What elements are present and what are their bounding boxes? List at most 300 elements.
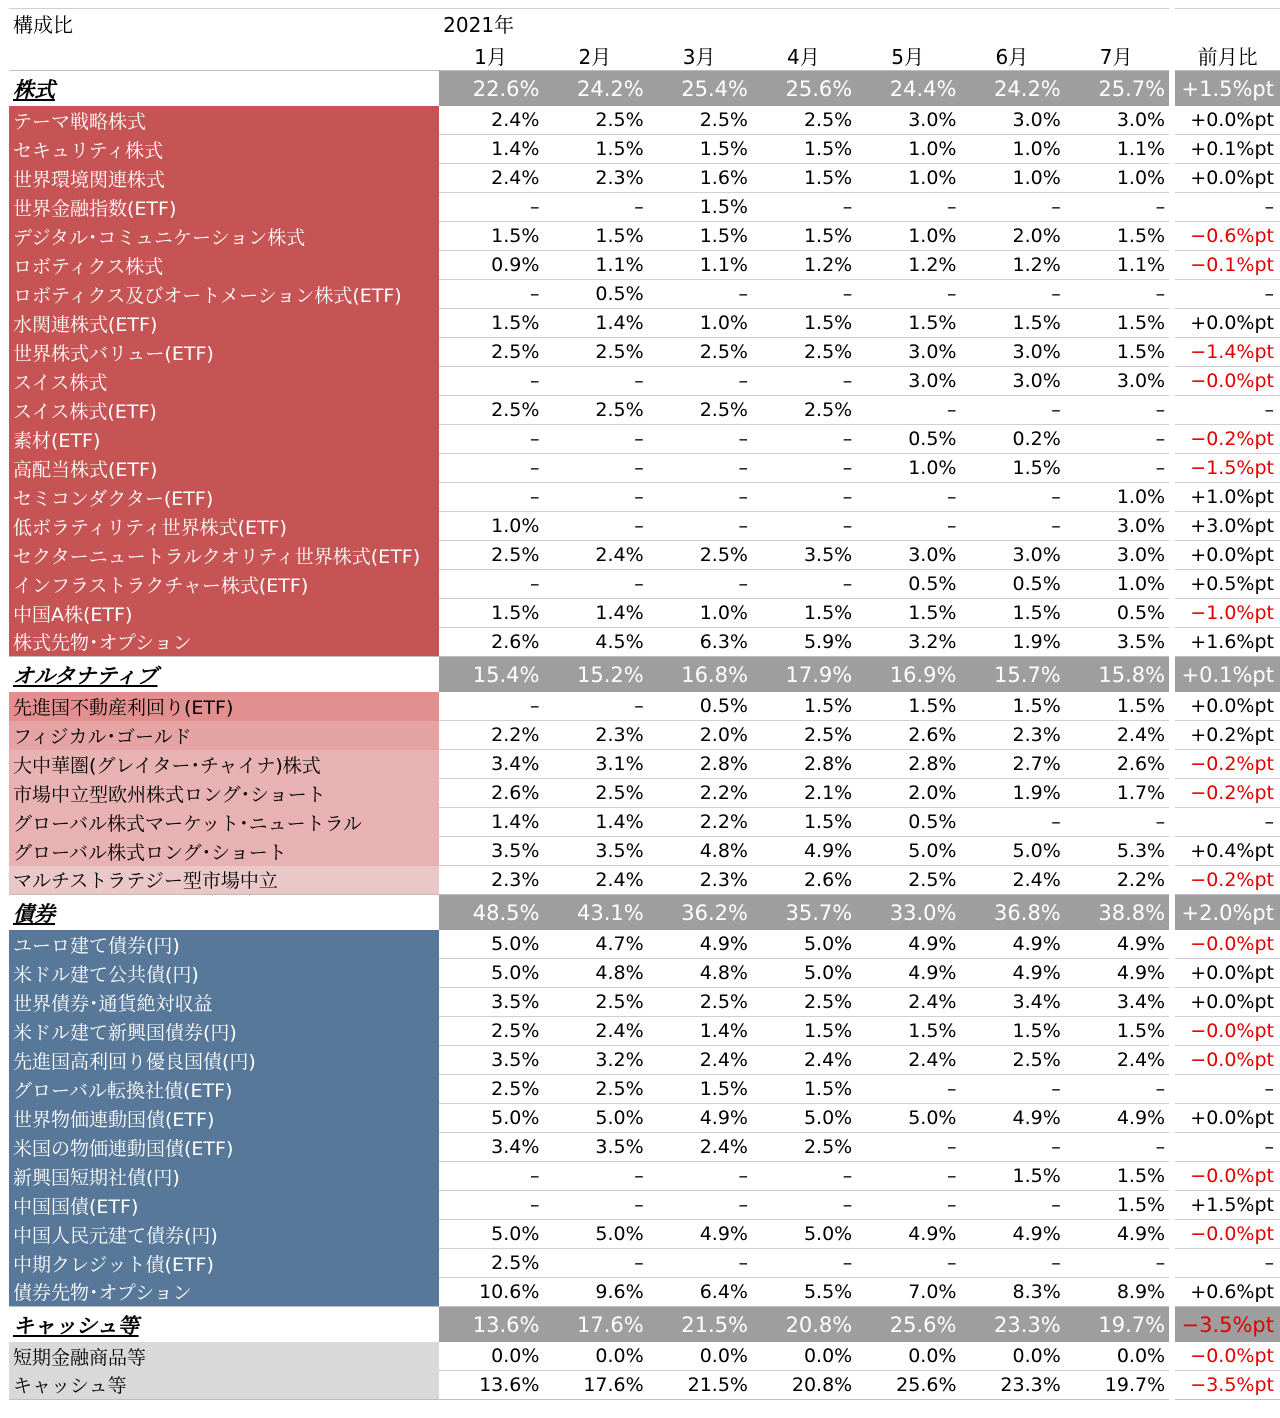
allocation-value: 2.6% — [752, 866, 856, 895]
fund-name: スイス株式 — [9, 367, 439, 396]
month-diff: −0.2%pt — [1175, 779, 1280, 808]
table-row — [9, 280, 1280, 309]
allocation-value: 8.3% — [961, 1278, 1065, 1307]
allocation-value: 1.5% — [961, 454, 1065, 483]
month-diff: −0.0%pt — [1175, 1162, 1280, 1191]
allocation-value: – — [856, 1133, 960, 1162]
month-header: 1月 — [439, 38, 543, 71]
fund-name: 株式先物･オプション — [9, 628, 439, 657]
year-label: 2021年 — [439, 9, 1169, 39]
allocation-value: 3.0% — [856, 106, 960, 135]
allocation-value: – — [752, 1162, 856, 1191]
allocation-value: 4.9% — [856, 1220, 960, 1249]
allocation-value: 2.5% — [752, 396, 856, 425]
table-row — [9, 599, 1280, 628]
category-total: 17.9% — [752, 657, 856, 693]
allocation-value: – — [752, 454, 856, 483]
month-diff: +0.0%pt — [1175, 988, 1280, 1017]
allocation-value: – — [543, 193, 647, 222]
allocation-value: – — [439, 454, 543, 483]
allocation-value: 1.6% — [648, 164, 752, 193]
allocation-value: 2.5% — [543, 106, 647, 135]
month-diff: +3.0%pt — [1175, 512, 1280, 541]
table-row — [9, 512, 1280, 541]
allocation-value: 2.3% — [543, 721, 647, 750]
month-diff: – — [1175, 808, 1280, 837]
allocation-value: 1.9% — [961, 779, 1065, 808]
table-row — [9, 721, 1280, 750]
fund-name: グローバル株式マーケット･ニュートラル — [9, 808, 439, 837]
month-diff: −0.2%pt — [1175, 425, 1280, 454]
month-diff: +1.0%pt — [1175, 483, 1280, 512]
table-row — [9, 251, 1280, 280]
fund-name: 世界株式バリュー(ETF) — [9, 338, 439, 367]
allocation-value: – — [752, 570, 856, 599]
allocation-value: 1.5% — [1065, 338, 1169, 367]
table-row — [9, 135, 1280, 164]
allocation-value: – — [752, 193, 856, 222]
allocation-value: – — [439, 483, 543, 512]
allocation-value: 10.6% — [439, 1278, 543, 1307]
month-diff: −0.0%pt — [1175, 1220, 1280, 1249]
table-row — [9, 1191, 1280, 1220]
month-diff: +0.0%pt — [1175, 692, 1280, 721]
month-diff: −0.0%pt — [1175, 1046, 1280, 1075]
month-diff: – — [1175, 1075, 1280, 1104]
allocation-value: 1.5% — [1065, 222, 1169, 251]
allocation-value: – — [752, 1191, 856, 1220]
allocation-value: 5.9% — [752, 628, 856, 657]
allocation-value: 4.9% — [961, 1104, 1065, 1133]
allocation-value: 2.5% — [439, 1017, 543, 1046]
allocation-value: – — [648, 1249, 752, 1278]
allocation-value: 3.0% — [1065, 106, 1169, 135]
allocation-value: 1.1% — [543, 251, 647, 280]
allocation-value: 2.5% — [439, 1249, 543, 1278]
category-label: 株式 — [13, 77, 55, 102]
allocation-value: – — [1065, 1133, 1169, 1162]
allocation-value: – — [856, 1191, 960, 1220]
allocation-value: 3.5% — [439, 988, 543, 1017]
allocation-value: 5.0% — [856, 1104, 960, 1133]
fund-name: フィジカル･ゴールド — [9, 721, 439, 750]
diff-header: 前月比 — [1175, 38, 1280, 71]
allocation-value: 5.0% — [439, 930, 543, 959]
allocation-value: – — [543, 1191, 647, 1220]
allocation-value: 0.0% — [439, 1342, 543, 1371]
allocation-value: 3.0% — [1065, 541, 1169, 570]
allocation-value: 1.2% — [961, 251, 1065, 280]
allocation-value: 2.2% — [648, 779, 752, 808]
allocation-value: 4.9% — [752, 837, 856, 866]
allocation-value: 3.0% — [856, 338, 960, 367]
fund-name: 中国A株(ETF) — [9, 599, 439, 628]
allocation-value: 2.5% — [856, 866, 960, 895]
allocation-value: 5.5% — [752, 1278, 856, 1307]
allocation-value: – — [961, 396, 1065, 425]
category-diff: −3.5%pt — [1175, 1307, 1280, 1343]
allocation-value: 0.5% — [856, 425, 960, 454]
allocation-value: – — [648, 512, 752, 541]
allocation-value: 19.7% — [1065, 1371, 1169, 1400]
table-row — [9, 483, 1280, 512]
table-row — [9, 808, 1280, 837]
allocation-value: 3.0% — [961, 541, 1065, 570]
fund-name: 新興国短期社債(円) — [9, 1162, 439, 1191]
category-total: 43.1% — [543, 895, 647, 931]
allocation-value: 2.3% — [648, 866, 752, 895]
allocation-value: – — [1065, 454, 1169, 483]
month-diff: +0.2%pt — [1175, 721, 1280, 750]
allocation-value: – — [543, 483, 647, 512]
allocation-value: 2.5% — [543, 779, 647, 808]
allocation-value: 5.0% — [543, 1220, 647, 1249]
allocation-value: 2.5% — [439, 1075, 543, 1104]
allocation-value: 1.5% — [439, 599, 543, 628]
fund-name: グローバル株式ロング･ショート — [9, 837, 439, 866]
allocation-value: 2.3% — [961, 721, 1065, 750]
allocation-value: – — [856, 1162, 960, 1191]
allocation-value: 3.4% — [439, 1133, 543, 1162]
fund-name: 短期金融商品等 — [9, 1342, 439, 1371]
month-header: 7月 — [1065, 38, 1169, 71]
allocation-value: 2.8% — [648, 750, 752, 779]
category-total: 24.4% — [856, 71, 960, 107]
allocation-value: 5.0% — [752, 1104, 856, 1133]
allocation-value: 1.1% — [1065, 135, 1169, 164]
allocation-value: 1.5% — [648, 135, 752, 164]
fund-name: 先進国不動産利回り(ETF) — [9, 692, 439, 721]
allocation-value: – — [961, 808, 1065, 837]
allocation-value: – — [961, 1075, 1065, 1104]
table-row — [9, 1133, 1280, 1162]
allocation-value: 0.0% — [1065, 1342, 1169, 1371]
allocation-value: – — [648, 454, 752, 483]
fund-name: デジタル･コミュニケーション株式 — [9, 222, 439, 251]
fund-name: 米ドル建て公共債(円) — [9, 959, 439, 988]
table-row — [9, 1371, 1280, 1400]
allocation-value: 2.5% — [752, 106, 856, 135]
allocation-value: – — [1065, 425, 1169, 454]
table-row — [9, 837, 1280, 866]
allocation-value: 4.9% — [648, 1104, 752, 1133]
allocation-value: 2.2% — [1065, 866, 1169, 895]
table-row — [9, 222, 1280, 251]
allocation-value: 5.0% — [439, 959, 543, 988]
month-diff: −1.0%pt — [1175, 599, 1280, 628]
allocation-table — [9, 8, 1280, 1400]
allocation-value: 1.5% — [856, 309, 960, 338]
allocation-value: 8.9% — [1065, 1278, 1169, 1307]
allocation-value: – — [752, 483, 856, 512]
allocation-value: 1.0% — [856, 454, 960, 483]
allocation-value: 1.0% — [1065, 483, 1169, 512]
allocation-value: 3.5% — [439, 837, 543, 866]
allocation-value: 1.5% — [1065, 309, 1169, 338]
allocation-value: 2.3% — [543, 164, 647, 193]
allocation-value: 2.3% — [439, 866, 543, 895]
allocation-value: 3.2% — [543, 1046, 647, 1075]
allocation-value: 0.5% — [961, 570, 1065, 599]
table-row — [9, 988, 1280, 1017]
allocation-value: 3.1% — [543, 750, 647, 779]
allocation-value: 1.5% — [752, 1075, 856, 1104]
allocation-value: 4.9% — [648, 930, 752, 959]
allocation-value: 4.5% — [543, 628, 647, 657]
table-row — [9, 570, 1280, 599]
allocation-value: 2.5% — [752, 1133, 856, 1162]
month-diff: – — [1175, 1249, 1280, 1278]
fund-name: 大中華圏(グレイター･チャイナ)株式 — [9, 750, 439, 779]
category-total: 25.7% — [1065, 71, 1169, 107]
allocation-value: – — [961, 1249, 1065, 1278]
fund-name: 世界債券･通貨絶対収益 — [9, 988, 439, 1017]
allocation-value: 2.6% — [439, 628, 543, 657]
allocation-value: 3.0% — [961, 106, 1065, 135]
table-row — [9, 1249, 1280, 1278]
table-row — [9, 396, 1280, 425]
allocation-value: 2.5% — [752, 988, 856, 1017]
month-diff: −0.2%pt — [1175, 750, 1280, 779]
month-diff: +0.0%pt — [1175, 164, 1280, 193]
category-total: 22.6% — [439, 71, 543, 107]
allocation-value: 3.0% — [961, 338, 1065, 367]
allocation-value: 1.5% — [648, 1075, 752, 1104]
table-row — [9, 1342, 1280, 1371]
month-diff: +0.1%pt — [1175, 135, 1280, 164]
allocation-value: 4.9% — [856, 930, 960, 959]
month-diff: +0.4%pt — [1175, 837, 1280, 866]
allocation-value: 0.0% — [961, 1342, 1065, 1371]
allocation-value: 4.9% — [1065, 1104, 1169, 1133]
category-row — [9, 657, 1280, 693]
allocation-value: 4.8% — [648, 959, 752, 988]
category-row — [9, 895, 1280, 931]
allocation-value: 1.5% — [856, 692, 960, 721]
allocation-value: – — [543, 692, 647, 721]
allocation-value: 1.5% — [1065, 1017, 1169, 1046]
allocation-value: 1.5% — [752, 309, 856, 338]
allocation-value: 2.4% — [961, 866, 1065, 895]
allocation-value: 2.5% — [543, 338, 647, 367]
allocation-value: 2.6% — [856, 721, 960, 750]
allocation-value: 1.9% — [961, 628, 1065, 657]
month-diff: – — [1175, 280, 1280, 309]
month-diff: +0.6%pt — [1175, 1278, 1280, 1307]
category-total: 15.2% — [543, 657, 647, 693]
allocation-value: 2.4% — [752, 1046, 856, 1075]
allocation-value: 1.5% — [648, 222, 752, 251]
allocation-value: 4.9% — [1065, 1220, 1169, 1249]
table-row — [9, 367, 1280, 396]
allocation-value: 1.5% — [961, 1017, 1065, 1046]
allocation-value: 2.4% — [856, 1046, 960, 1075]
table-row — [9, 750, 1280, 779]
allocation-value: 1.4% — [648, 1017, 752, 1046]
allocation-value: 2.4% — [1065, 721, 1169, 750]
allocation-value: 2.4% — [543, 866, 647, 895]
fund-name: 世界物価連動国債(ETF) — [9, 1104, 439, 1133]
allocation-value: – — [543, 512, 647, 541]
allocation-value: 3.0% — [856, 541, 960, 570]
allocation-value: 1.5% — [961, 599, 1065, 628]
allocation-value: 1.5% — [752, 808, 856, 837]
allocation-value: 1.5% — [752, 599, 856, 628]
allocation-value: 1.0% — [856, 222, 960, 251]
allocation-value: 1.0% — [961, 135, 1065, 164]
allocation-value: 5.0% — [961, 837, 1065, 866]
allocation-value: – — [648, 483, 752, 512]
allocation-value: 1.5% — [752, 1017, 856, 1046]
table-row — [9, 628, 1280, 657]
table-row — [9, 454, 1280, 483]
allocation-value: – — [961, 512, 1065, 541]
allocation-value: 2.4% — [543, 541, 647, 570]
month-diff: – — [1175, 396, 1280, 425]
allocation-value: 2.4% — [439, 106, 543, 135]
allocation-value: 2.4% — [648, 1133, 752, 1162]
allocation-value: – — [856, 280, 960, 309]
allocation-value: 2.5% — [752, 721, 856, 750]
allocation-value: 3.4% — [1065, 988, 1169, 1017]
month-diff: −3.5%pt — [1175, 1371, 1280, 1400]
table-row — [9, 106, 1280, 135]
allocation-value: 2.5% — [648, 988, 752, 1017]
table-row — [9, 425, 1280, 454]
allocation-value: 1.5% — [856, 599, 960, 628]
month-diff: +1.5%pt — [1175, 1191, 1280, 1220]
allocation-value: – — [961, 193, 1065, 222]
category-diff: +0.1%pt — [1175, 657, 1280, 693]
category-total: 33.0% — [856, 895, 960, 931]
category-diff: +2.0%pt — [1175, 895, 1280, 931]
table-title: 構成比 — [9, 9, 439, 39]
month-header: 5月 — [856, 38, 960, 71]
allocation-value: 2.5% — [648, 106, 752, 135]
fund-name: インフラストラクチャー株式(ETF) — [9, 570, 439, 599]
fund-name: 素材(ETF) — [9, 425, 439, 454]
allocation-value: – — [648, 367, 752, 396]
month-header: 2月 — [543, 38, 647, 71]
allocation-value: 1.5% — [439, 309, 543, 338]
allocation-value: 1.4% — [543, 309, 647, 338]
month-diff: −0.0%pt — [1175, 1017, 1280, 1046]
allocation-value: – — [648, 570, 752, 599]
month-diff: – — [1175, 193, 1280, 222]
allocation-value: – — [439, 1162, 543, 1191]
allocation-value: 3.5% — [543, 1133, 647, 1162]
allocation-value: 1.0% — [648, 599, 752, 628]
allocation-value: 1.1% — [1065, 251, 1169, 280]
allocation-value: 2.5% — [648, 338, 752, 367]
allocation-value: 1.5% — [961, 692, 1065, 721]
fund-name: マルチストラテジー型市場中立 — [9, 866, 439, 895]
allocation-value: 1.4% — [439, 808, 543, 837]
fund-name: 世界環境関連株式 — [9, 164, 439, 193]
allocation-value: – — [961, 483, 1065, 512]
month-diff: −1.5%pt — [1175, 454, 1280, 483]
allocation-value: – — [439, 425, 543, 454]
allocation-value: 0.9% — [439, 251, 543, 280]
category-total: 15.7% — [961, 657, 1065, 693]
fund-name: キャッシュ等 — [9, 1371, 439, 1400]
allocation-value: 2.2% — [648, 808, 752, 837]
allocation-value: 0.0% — [856, 1342, 960, 1371]
category-total: 25.4% — [648, 71, 752, 107]
month-diff: +0.0%pt — [1175, 1104, 1280, 1133]
category-total: 13.6% — [439, 1307, 543, 1343]
category-total: 23.3% — [961, 1307, 1065, 1343]
category-total: 24.2% — [961, 71, 1065, 107]
allocation-value: – — [439, 280, 543, 309]
allocation-value: 4.9% — [856, 959, 960, 988]
allocation-value: 1.2% — [752, 251, 856, 280]
allocation-value: 1.5% — [856, 1017, 960, 1046]
fund-name: スイス株式(ETF) — [9, 396, 439, 425]
table-row — [9, 1162, 1280, 1191]
allocation-value: 25.6% — [856, 1371, 960, 1400]
fund-name: グローバル転換社債(ETF) — [9, 1075, 439, 1104]
allocation-value: – — [439, 367, 543, 396]
month-diff: −1.4%pt — [1175, 338, 1280, 367]
fund-name: 水関連株式(ETF) — [9, 309, 439, 338]
allocation-value: – — [856, 1249, 960, 1278]
fund-name: ユーロ建て債券(円) — [9, 930, 439, 959]
table-body — [9, 9, 1280, 1400]
allocation-value: 1.2% — [856, 251, 960, 280]
allocation-value: 2.4% — [1065, 1046, 1169, 1075]
month-diff: −0.0%pt — [1175, 930, 1280, 959]
month-diff: +0.0%pt — [1175, 541, 1280, 570]
table-row — [9, 930, 1280, 959]
fund-name: 中期クレジット債(ETF) — [9, 1249, 439, 1278]
month-diff: +0.5%pt — [1175, 570, 1280, 599]
table-row — [9, 1046, 1280, 1075]
month-diff: +0.0%pt — [1175, 959, 1280, 988]
fund-name: テーマ戦略株式 — [9, 106, 439, 135]
table-row — [9, 1104, 1280, 1133]
allocation-value: 1.1% — [648, 251, 752, 280]
fund-name: 米ドル建て新興国債券(円) — [9, 1017, 439, 1046]
allocation-value: 1.5% — [1065, 692, 1169, 721]
category-total: 38.8% — [1065, 895, 1169, 931]
allocation-value: 1.0% — [1065, 570, 1169, 599]
allocation-value: 5.0% — [752, 930, 856, 959]
allocation-value: – — [439, 1191, 543, 1220]
allocation-value: – — [648, 1162, 752, 1191]
allocation-value: – — [648, 425, 752, 454]
allocation-value: 1.5% — [961, 1162, 1065, 1191]
allocation-value: 0.2% — [961, 425, 1065, 454]
table-row — [9, 1220, 1280, 1249]
allocation-value: – — [543, 570, 647, 599]
month-diff: +1.6%pt — [1175, 628, 1280, 657]
allocation-value: 5.0% — [752, 959, 856, 988]
allocation-value: 3.0% — [961, 367, 1065, 396]
allocation-value: 20.8% — [752, 1371, 856, 1400]
allocation-value: – — [648, 280, 752, 309]
allocation-value: – — [856, 512, 960, 541]
category-total: 16.9% — [856, 657, 960, 693]
allocation-value: 5.0% — [752, 1220, 856, 1249]
allocation-value: 2.0% — [961, 222, 1065, 251]
category-total: 36.2% — [648, 895, 752, 931]
allocation-value: 1.0% — [1065, 164, 1169, 193]
fund-name: セミコンダクター(ETF) — [9, 483, 439, 512]
allocation-value: 1.0% — [961, 164, 1065, 193]
category-label: キャッシュ等 — [13, 1313, 139, 1338]
allocation-value: 3.4% — [439, 750, 543, 779]
